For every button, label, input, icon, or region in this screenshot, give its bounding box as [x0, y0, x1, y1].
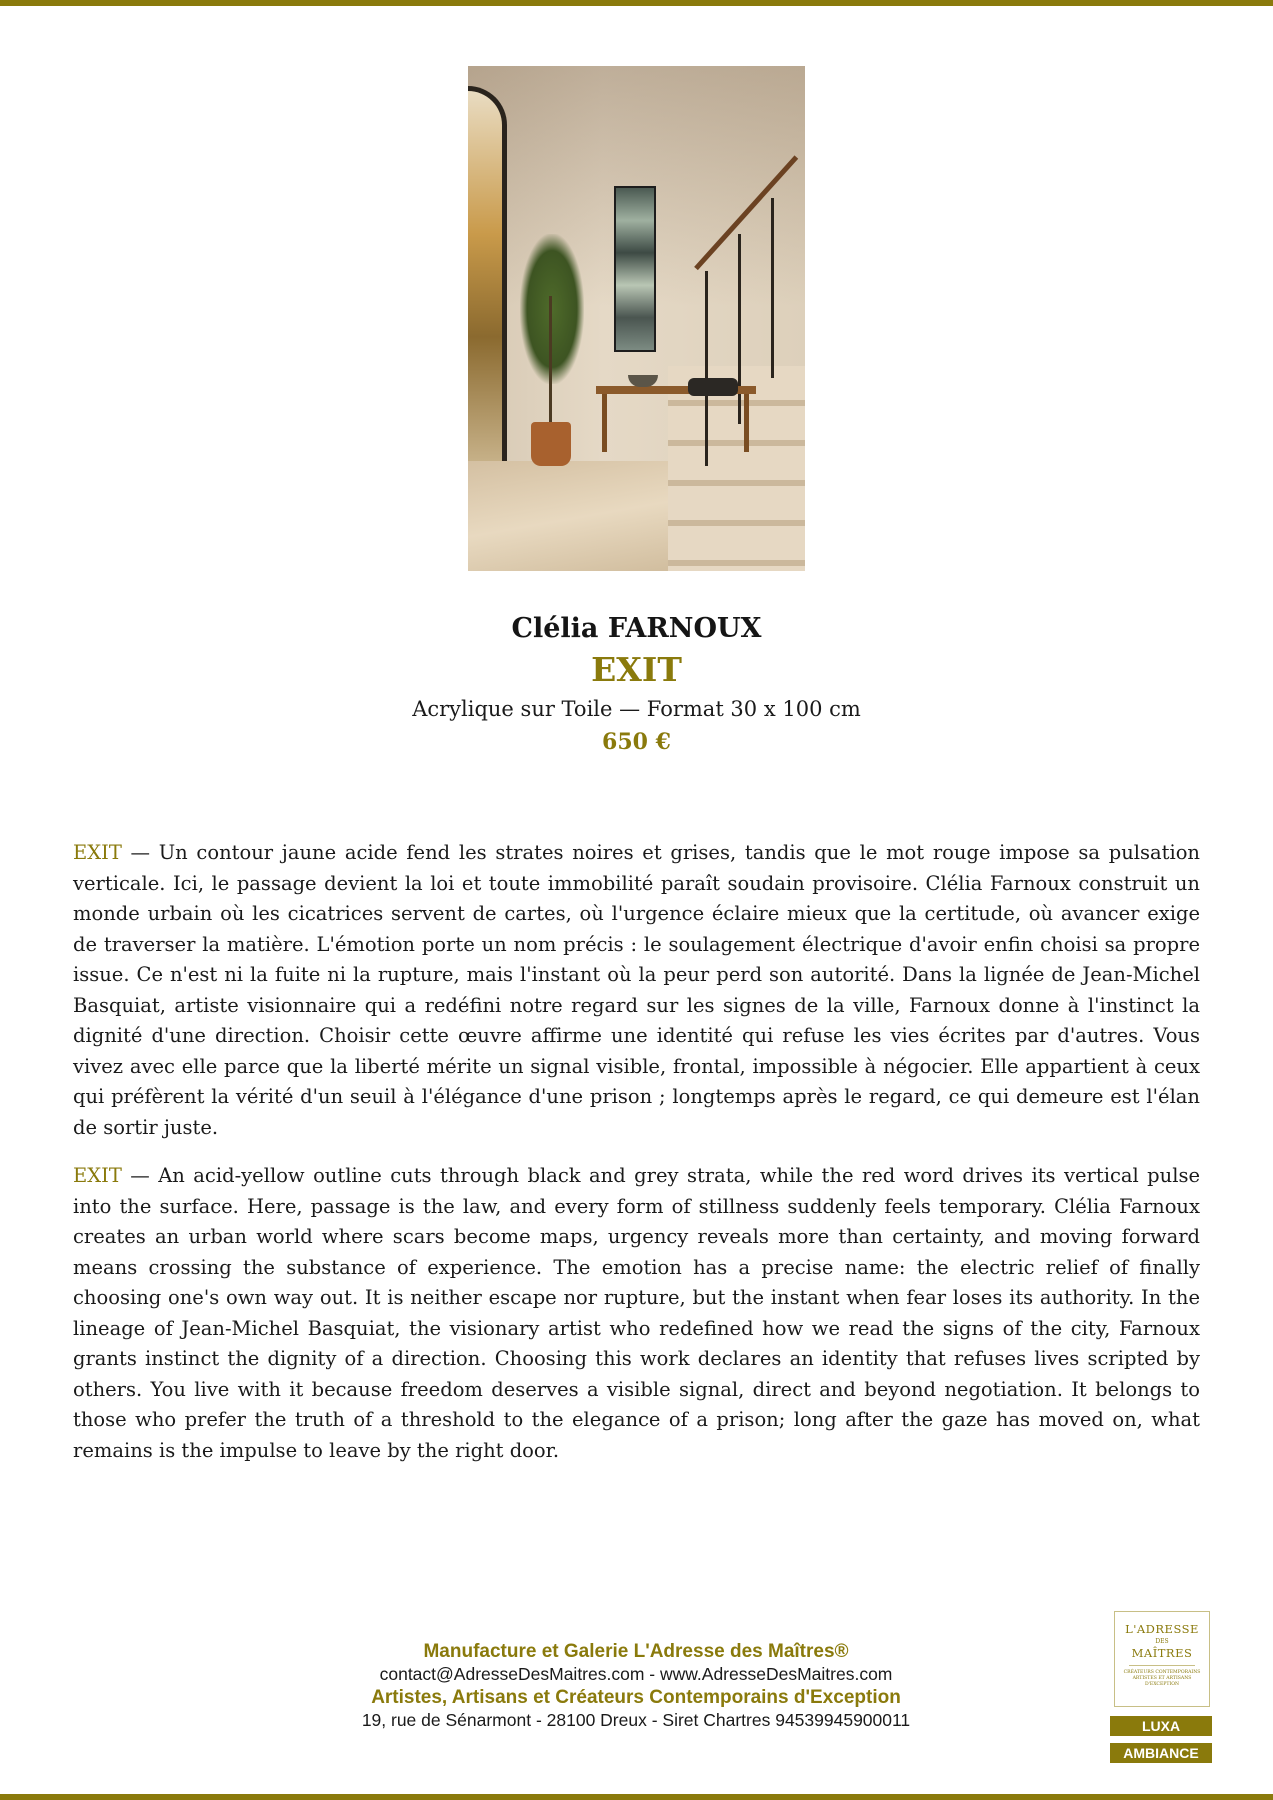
- luxa-badge: LUXA: [1110, 1716, 1212, 1736]
- rail-post: [705, 271, 708, 466]
- table-leg: [602, 394, 607, 452]
- artwork-medium: Acrylique sur Toile — Format 30 x 100 cm: [412, 697, 861, 721]
- logo-divider: [1129, 1665, 1195, 1666]
- logo-subtitle: CRÉATEURS CONTEMPORAINS ARTISTES ET ARTISANS D'EXCEPTION: [1123, 1670, 1201, 1687]
- arched-window: [468, 86, 507, 506]
- table-leg: [744, 394, 749, 452]
- contact-line: contact@AdresseDesMaitres.com - www.AdresseDesMaitres.com: [379, 1664, 893, 1684]
- rail-post: [738, 234, 741, 424]
- artwork-header: [0, 610, 1273, 758]
- gallery-tagline: Artistes, Artisans et Créateurs Contemporains d'Exception: [371, 1687, 901, 1708]
- artwork-description: [73, 838, 1200, 1484]
- bottom-border: [0, 1794, 1273, 1800]
- plant-trunk: [549, 296, 552, 426]
- description-text: — Un contour jaune acide fend les strates noires et grises, tandis que le mot rouge impose sa pulsation verticale. Ici, le passage devient la loi et toute immobilité paraît soudain provisoire. Clélia Farnoux construit un monde urbain où les cicatrices servent de cartes, où l'urgence éclaire mieux que la certitude, où avancer exige de traverser la matière. L'émotion porte un nom précis : le soulagement électrique d'avoir enfin choisi sa propre issue. Ce n'est ni la fuite ni la rupture, mais l'instant où la peur perd son autorité. Dans la lignée de Jean-Michel Basquiat, artiste visionnaire qui a redéfini notre regard sur les signes de la ville, Farnoux donne à l'instinct la dignité d'une direction. Choisir cette œuvre affirme une identité qui refuse les vies écrites par d'autres. Vous vivez avec elle parce que la liberté mérite un signal visible, frontal, impossible à négocier. Elle appartient à ceux qui préfèrent la vérité d'un seuil à l'élégance d'une prison ; longtemps après le regard, ce qui demeure est l'élan de sortir juste.: [73, 841, 1200, 1139]
- gallery-logo: [1114, 1611, 1210, 1707]
- address-line: 19, rue de Sénarmont - 28100 Dreux - Siret Chartres 94539945900011: [361, 1710, 911, 1730]
- rail-post: [771, 198, 774, 378]
- plant-pot: [531, 422, 571, 466]
- description-keyword: EXIT: [73, 1164, 122, 1187]
- description-english: [73, 1161, 1200, 1466]
- footer: [300, 1640, 972, 1732]
- plant-foliage: [520, 234, 584, 384]
- artist-name: Clélia FARNOUX: [511, 613, 762, 644]
- artwork-title: EXIT: [591, 650, 682, 689]
- gallery-name: Manufacture et Galerie L'Adresse des Maîtres®: [423, 1641, 849, 1662]
- folded-cloth: [688, 378, 738, 396]
- artwork-price: 650 €: [602, 729, 671, 755]
- logo-line: MAÎTRES: [1131, 1646, 1193, 1660]
- logo-line: DES: [1155, 1638, 1169, 1645]
- ambiance-badge: AMBIANCE: [1110, 1743, 1212, 1763]
- description-keyword: EXIT: [73, 841, 122, 864]
- artwork-photo: [468, 66, 805, 571]
- description-french: [73, 838, 1200, 1143]
- logo-line: L'ADRESSE: [1125, 1622, 1199, 1636]
- painting-on-wall: [614, 186, 656, 352]
- description-text: — An acid-yellow outline cuts through black and grey strata, while the red word drives its vertical pulse into the surface. Here, passage is the law, and every form of stillness suddenly feels temporary. Clélia Farnoux creates an urban world where scars become maps, urgency reveals more than certainty, and moving forward means crossing the substance of experience. The emotion has a precise name: the electric relief of finally choosing one's own way out. It is neither escape nor rupture, but the instant when fear loses its authority. In the lineage of Jean-Michel Basquiat, the visionary artist who redefined how we read the signs of the city, Farnoux grants instinct the dignity of a direction. Choosing this work declares an identity that refuses lives scripted by others. You live with it because freedom deserves a visible signal, direct and beyond negotiation. It belongs to those who prefer the truth of a threshold to the elegance of a prison; long after the gaze has moved on, what remains is the impulse to leave by the right door.: [73, 1164, 1200, 1462]
- top-border: [0, 0, 1273, 6]
- staircase: [668, 366, 805, 571]
